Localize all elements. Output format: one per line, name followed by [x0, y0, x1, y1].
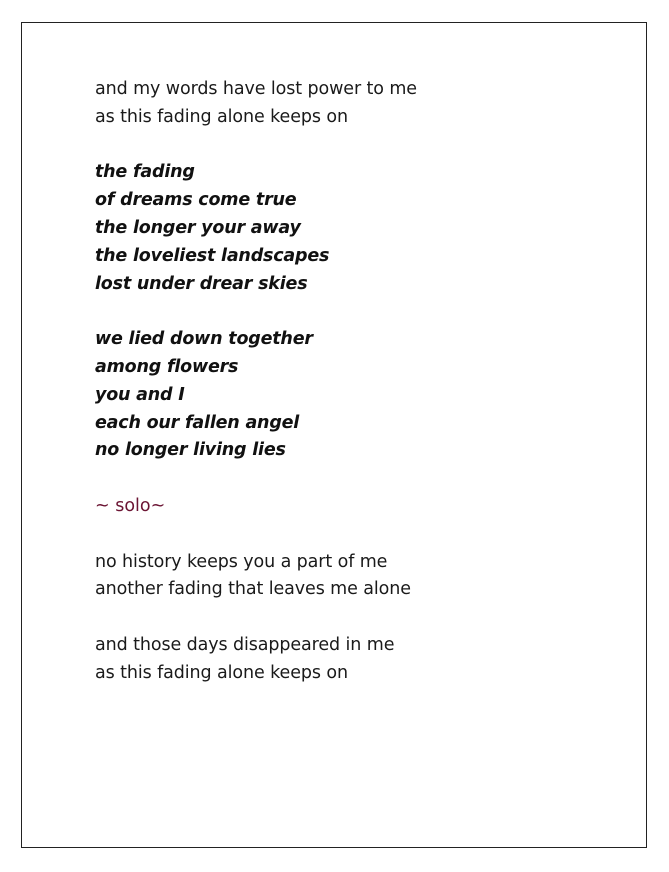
poem-line: lost under drear skies [95, 273, 308, 294]
solo-marker: ~ solo~ [95, 495, 166, 516]
poem-line: no history keeps you a part of me [95, 551, 388, 572]
poem-line: the loveliest landscapes [95, 245, 330, 266]
poem-line: and my words have lost power to me [95, 79, 417, 99]
stanza-1 [95, 76, 626, 132]
poem-line: as this fading alone keeps on [95, 662, 348, 683]
poem-line: we lied down together [95, 329, 313, 350]
poem-line: the longer your away [95, 217, 301, 238]
stanza-2 [95, 159, 626, 298]
poem-body [95, 76, 626, 715]
poem-line: each our fallen angel [95, 412, 300, 433]
poem-line: as this fading alone keeps on [95, 106, 348, 127]
poem-line: another fading that leaves me alone [95, 579, 411, 600]
poem-line: no longer living lies [95, 440, 286, 461]
stanza-5 [95, 632, 626, 688]
stanza-4 [95, 549, 626, 605]
document-page [21, 22, 647, 848]
poem-line: the fading [95, 162, 195, 183]
poem-line: you and I [95, 384, 185, 405]
poem-line: of dreams come true [95, 190, 297, 211]
poem-line: and those days disappeared in me [95, 634, 395, 655]
poem-line: among flowers [95, 356, 239, 377]
stanza-3 [95, 326, 626, 465]
